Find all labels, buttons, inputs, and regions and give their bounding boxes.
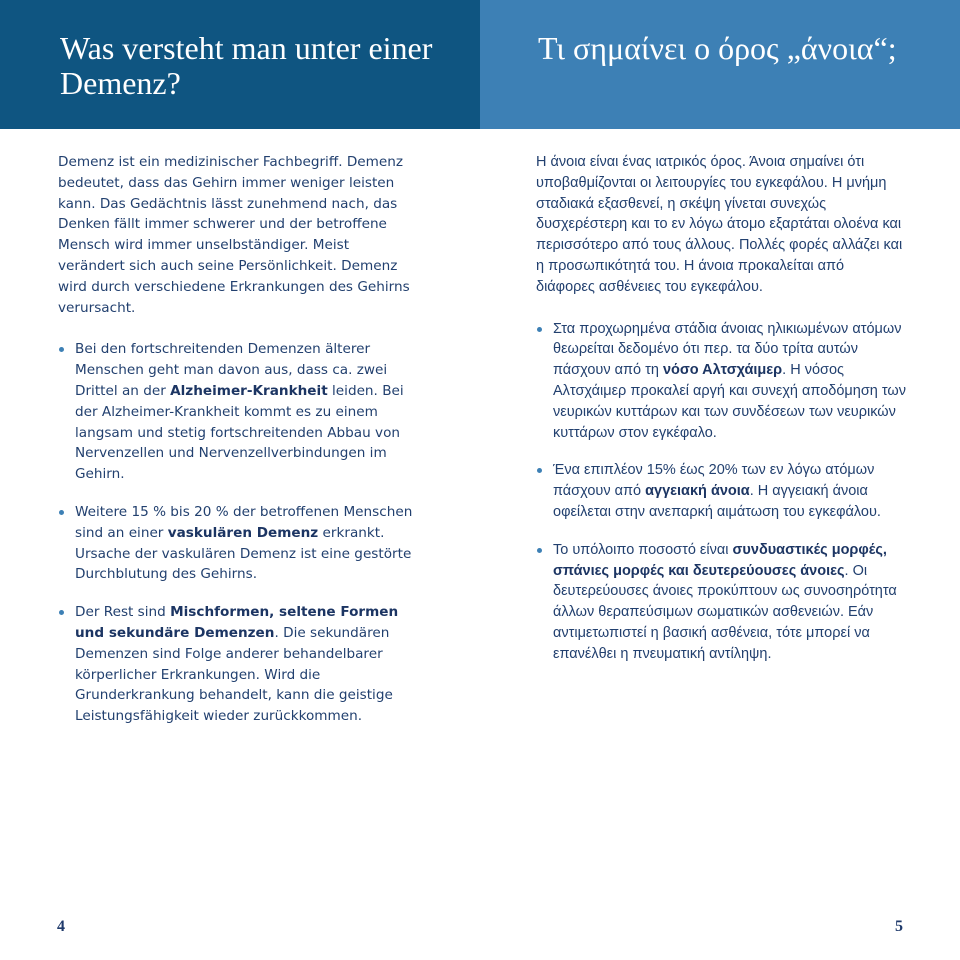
bullet-bold-text: Alzheimer-Krankheit — [170, 382, 328, 399]
bullet-text: Το υπόλοιπο ποσοστό είναι — [553, 541, 733, 558]
right-bullet-item-1 — [536, 319, 906, 444]
bullet-text: . Die sekundären Demenzen sind Folge anderer behandelbarer körperlicher Erkrankungen. Wird die Grunderkrankung behandelt, kann die geistige Leistungsfähigkeit wieder zurückkommen. — [75, 624, 393, 725]
left-bullet-item-1 — [58, 339, 420, 485]
bullet-text: . Οι δευτερεύουσες άνοιες προκύπτουν ως συνοσηρότητα άλλων θεραπεύσιμων σωματικών ασθενειών. Εάν αντιμετωπιστεί η βασική ασθένεια, τότε μπορεί να επανέλθει η πνευματική αντίληψη. — [553, 562, 897, 662]
bullet-bold-text: vaskulären Demenz — [167, 524, 319, 541]
left-page-number: 4 — [57, 918, 65, 935]
bullet-bold-text: Mischformen, seltene Formen und sekundäre Demenzen — [75, 604, 399, 641]
right-bullet-item-3 — [536, 540, 906, 665]
bullet-text: Weitere 15 % bis 20 % der betroffenen Menschen sind an einer — [75, 503, 413, 541]
bullet-text: . Η αγγειακή άνοια οφείλεται στην ανεπαρκή αιμάτωση του εγκεφάλου. — [553, 483, 881, 520]
bullet-dot-icon — [59, 610, 64, 615]
bullet-text: Bei den fortschreitenden Demenzen älterer Menschen geht man davon aus, dass ca. zwei Drittel an der — [75, 341, 388, 399]
bullet-bold-text: αγγειακή άνοια — [645, 483, 750, 500]
right-page — [480, 0, 960, 960]
bullet-text: . Η νόσος Αλτσχάιμερ προκαλεί αργή και συνεχή αποδόμηση των νευρικών κυττάρων και των συνδέσεων των νευρικών κυττάρων στον εγκέφαλο. — [553, 362, 906, 441]
bullet-dot-icon — [537, 468, 542, 473]
bullet-dot-icon — [59, 347, 64, 352]
left-bullet-list — [58, 339, 420, 727]
right-title-banner — [480, 0, 960, 129]
bullet-dot-icon — [537, 327, 542, 332]
bullet-bold-text: νόσο Αλτσχάιμερ — [662, 362, 783, 379]
right-body — [536, 152, 906, 682]
bullet-text: leiden. Bei der Alzheimer-Krankheit kommt es zu einem langsam und stetig fortschreitenden Abbau von Nervenzellen und Nervenzellverbindungen im Gehirn. — [75, 382, 404, 483]
right-bullet-item-2 — [536, 460, 906, 522]
bullet-dot-icon — [537, 548, 542, 553]
left-bullet-item-3 — [58, 602, 420, 727]
bullet-text: Der Rest sind — [75, 604, 171, 621]
left-intro-paragraph: Demenz ist ein medizinischer Fachbegriff. Demenz bedeutet, dass das Gehirn immer weniger leisten kann. Das Gedächtnis lässt zunehmend nach, das Denken fällt immer schwerer und der betroffene Mensch wird immer unselbständiger. Meist verändert sich auch seine Persönlichkeit. Demenz wird durch verschiedene Erkrankungen des Gehirns verursacht. — [58, 154, 410, 316]
right-page-number: 5 — [895, 918, 903, 935]
right-bullet-list — [536, 319, 906, 665]
bullet-dot-icon — [59, 510, 64, 515]
left-title-banner — [0, 0, 480, 129]
left-bullet-item-2 — [58, 502, 420, 585]
bullet-bold-text: συνδυαστικές μορφές, σπάνιες μορφές και δευτερεύουσες άνοιες — [553, 541, 887, 579]
right-page-title: Τι σημαίνει ο όρος „άνοια“; — [538, 30, 897, 66]
bullet-text: Στα προχωρημένα στάδια άνοιας ηλικιωμένων ατόμων θεωρείται δεδομένο ότι περ. τα δύο τρίτα αυτών πάσχουν από τη — [553, 320, 902, 379]
right-intro-paragraph: Η άνοια είναι ένας ιατρικός όρος. Άνοια σημαίνει ότι υποβαθμίζονται οι λειτουργίες του εγκεφάλου. Η μνήμη σταδιακά εξασθενεί, η σκέψη γίνεται συνεχώς δυσχερέστερη και το εν λόγω άτομο εξαρτάται ολοένα και περισσότερο από τους άλλους. Πολλές φορές αλλάζει και η προσωπικότητά του. Η άνοια προκαλείται από διάφορες ασθένειες του εγκεφάλου. — [536, 154, 903, 295]
bullet-text: Ένα επιπλέον 15% έως 20% των εν λόγω ατόμων πάσχουν από — [553, 462, 875, 500]
left-page-title: Was versteht man unter einer Demenz? — [60, 30, 433, 101]
left-body — [58, 152, 420, 744]
bullet-text: erkrankt. Ursache der vaskulären Demenz ist eine gestörte Durchblutung des Gehirns. — [75, 524, 412, 583]
